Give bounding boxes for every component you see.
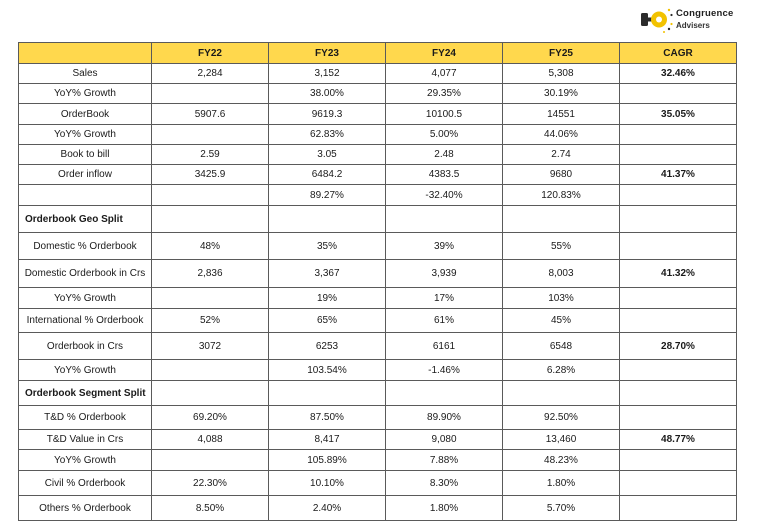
- table-row: [19, 233, 737, 260]
- value-cell: [386, 381, 503, 406]
- value-cell: [152, 84, 269, 104]
- value-cell: 6.28%: [503, 360, 620, 381]
- value-cell: 5.00%: [386, 125, 503, 145]
- value-cell: [152, 125, 269, 145]
- value-cell: 4383.5: [386, 165, 503, 185]
- table-row: [19, 64, 737, 84]
- value-cell: 9619.3: [269, 104, 386, 125]
- value-cell: 5.70%: [503, 496, 620, 521]
- cagr-cell: [620, 145, 737, 165]
- table-row: [19, 309, 737, 333]
- value-cell: 8.50%: [152, 496, 269, 521]
- brand-subtitle: Advisers: [676, 21, 710, 30]
- value-cell: 2,284: [152, 64, 269, 84]
- value-cell: 30.19%: [503, 84, 620, 104]
- value-cell: 103.54%: [269, 360, 386, 381]
- value-cell: 55%: [503, 233, 620, 260]
- cagr-cell: 41.37%: [620, 165, 737, 185]
- value-cell: 2.74: [503, 145, 620, 165]
- cagr-cell: [620, 471, 737, 496]
- value-cell: [152, 185, 269, 206]
- row-label: OrderBook: [19, 104, 152, 125]
- value-cell: 89.27%: [269, 185, 386, 206]
- value-cell: 4,077: [386, 64, 503, 84]
- value-cell: 6548: [503, 333, 620, 360]
- value-cell: 17%: [386, 288, 503, 309]
- cagr-cell: [620, 206, 737, 233]
- header-label-cell: [19, 43, 152, 64]
- value-cell: 103%: [503, 288, 620, 309]
- cagr-cell: [620, 381, 737, 406]
- header-cagr: CAGR: [620, 43, 737, 64]
- cagr-cell: 41.32%: [620, 260, 737, 288]
- value-cell: [152, 360, 269, 381]
- value-cell: 8.30%: [386, 471, 503, 496]
- value-cell: 52%: [152, 309, 269, 333]
- row-label: Domestic Orderbook in Crs: [19, 260, 152, 288]
- value-cell: 1.80%: [386, 496, 503, 521]
- header-fy23: FY23: [269, 43, 386, 64]
- cagr-cell: [620, 288, 737, 309]
- value-cell: 6161: [386, 333, 503, 360]
- value-cell: 69.20%: [152, 406, 269, 430]
- row-label: Book to bill: [19, 145, 152, 165]
- value-cell: -1.46%: [386, 360, 503, 381]
- table-row: [19, 471, 737, 496]
- value-cell: [503, 206, 620, 233]
- row-label: YoY% Growth: [19, 360, 152, 381]
- value-cell: 48%: [152, 233, 269, 260]
- cagr-cell: [620, 84, 737, 104]
- value-cell: 2.40%: [269, 496, 386, 521]
- row-label: Sales: [19, 64, 152, 84]
- brand-name: Congruence: [676, 8, 734, 19]
- value-cell: 6484.2: [269, 165, 386, 185]
- row-label: T&D % Orderbook: [19, 406, 152, 430]
- cagr-cell: [620, 309, 737, 333]
- value-cell: [503, 381, 620, 406]
- value-cell: 5,308: [503, 64, 620, 84]
- header-row: [19, 43, 737, 64]
- table-row: [19, 125, 737, 145]
- cagr-cell: [620, 125, 737, 145]
- value-cell: [269, 381, 386, 406]
- value-cell: 3,939: [386, 260, 503, 288]
- table-row: [19, 260, 737, 288]
- value-cell: 3.05: [269, 145, 386, 165]
- cagr-cell: 48.77%: [620, 430, 737, 450]
- cagr-cell: [620, 450, 737, 471]
- table-row: [19, 406, 737, 430]
- cagr-cell: [620, 233, 737, 260]
- table-body: [19, 64, 737, 521]
- row-label: Domestic % Orderbook: [19, 233, 152, 260]
- value-cell: 65%: [269, 309, 386, 333]
- table-row: [19, 333, 737, 360]
- value-cell: [152, 288, 269, 309]
- cagr-cell: [620, 185, 737, 206]
- value-cell: 9680: [503, 165, 620, 185]
- section-row: [19, 381, 737, 406]
- cagr-cell: [620, 496, 737, 521]
- value-cell: [152, 450, 269, 471]
- value-cell: 3072: [152, 333, 269, 360]
- row-label: Civil % Orderbook: [19, 471, 152, 496]
- value-cell: 44.06%: [503, 125, 620, 145]
- cagr-cell: 28.70%: [620, 333, 737, 360]
- value-cell: [386, 206, 503, 233]
- row-label: International % Orderbook: [19, 309, 152, 333]
- value-cell: 89.90%: [386, 406, 503, 430]
- table-row: [19, 430, 737, 450]
- value-cell: 9,080: [386, 430, 503, 450]
- table-row: [19, 450, 737, 471]
- value-cell: 3,367: [269, 260, 386, 288]
- row-label: YoY% Growth: [19, 84, 152, 104]
- value-cell: [269, 206, 386, 233]
- value-cell: 2.59: [152, 145, 269, 165]
- header-fy22: FY22: [152, 43, 269, 64]
- value-cell: 45%: [503, 309, 620, 333]
- value-cell: 1.80%: [503, 471, 620, 496]
- value-cell: 4,088: [152, 430, 269, 450]
- table-row: [19, 84, 737, 104]
- value-cell: 14551: [503, 104, 620, 125]
- value-cell: 38.00%: [269, 84, 386, 104]
- row-label: YoY% Growth: [19, 288, 152, 309]
- value-cell: 3,152: [269, 64, 386, 84]
- cagr-cell: 35.05%: [620, 104, 737, 125]
- value-cell: 22.30%: [152, 471, 269, 496]
- value-cell: 62.83%: [269, 125, 386, 145]
- value-cell: -32.40%: [386, 185, 503, 206]
- value-cell: 13,460: [503, 430, 620, 450]
- row-label: Others % Orderbook: [19, 496, 152, 521]
- table-row: [19, 145, 737, 165]
- section-row: [19, 206, 737, 233]
- header-fy24: FY24: [386, 43, 503, 64]
- brand-logo: [640, 4, 752, 34]
- table-row: [19, 288, 737, 309]
- table-row: [19, 360, 737, 381]
- row-label: Orderbook in Crs: [19, 333, 152, 360]
- value-cell: 8,417: [269, 430, 386, 450]
- row-label: Orderbook Segment Split: [19, 381, 152, 406]
- value-cell: [152, 206, 269, 233]
- cagr-cell: 32.46%: [620, 64, 737, 84]
- value-cell: 39%: [386, 233, 503, 260]
- financial-table: [18, 42, 737, 521]
- row-label: T&D Value in Crs: [19, 430, 152, 450]
- header-fy25: FY25: [503, 43, 620, 64]
- value-cell: 3425.9: [152, 165, 269, 185]
- key-logo-icon: [640, 6, 674, 34]
- value-cell: 29.35%: [386, 84, 503, 104]
- value-cell: 10100.5: [386, 104, 503, 125]
- value-cell: 35%: [269, 233, 386, 260]
- value-cell: 120.83%: [503, 185, 620, 206]
- cagr-cell: [620, 406, 737, 430]
- table-row: [19, 185, 737, 206]
- row-label: Orderbook Geo Split: [19, 206, 152, 233]
- row-label: [19, 185, 152, 206]
- cagr-cell: [620, 360, 737, 381]
- value-cell: 61%: [386, 309, 503, 333]
- value-cell: 5907.6: [152, 104, 269, 125]
- value-cell: 92.50%: [503, 406, 620, 430]
- value-cell: 48.23%: [503, 450, 620, 471]
- value-cell: 105.89%: [269, 450, 386, 471]
- value-cell: 10.10%: [269, 471, 386, 496]
- value-cell: 2,836: [152, 260, 269, 288]
- value-cell: 6253: [269, 333, 386, 360]
- value-cell: [152, 381, 269, 406]
- row-label: YoY% Growth: [19, 125, 152, 145]
- value-cell: 19%: [269, 288, 386, 309]
- value-cell: 7.88%: [386, 450, 503, 471]
- row-label: YoY% Growth: [19, 450, 152, 471]
- value-cell: 8,003: [503, 260, 620, 288]
- table-row: [19, 104, 737, 125]
- value-cell: 2.48: [386, 145, 503, 165]
- value-cell: 87.50%: [269, 406, 386, 430]
- row-label: Order inflow: [19, 165, 152, 185]
- table-row: [19, 496, 737, 521]
- table-row: [19, 165, 737, 185]
